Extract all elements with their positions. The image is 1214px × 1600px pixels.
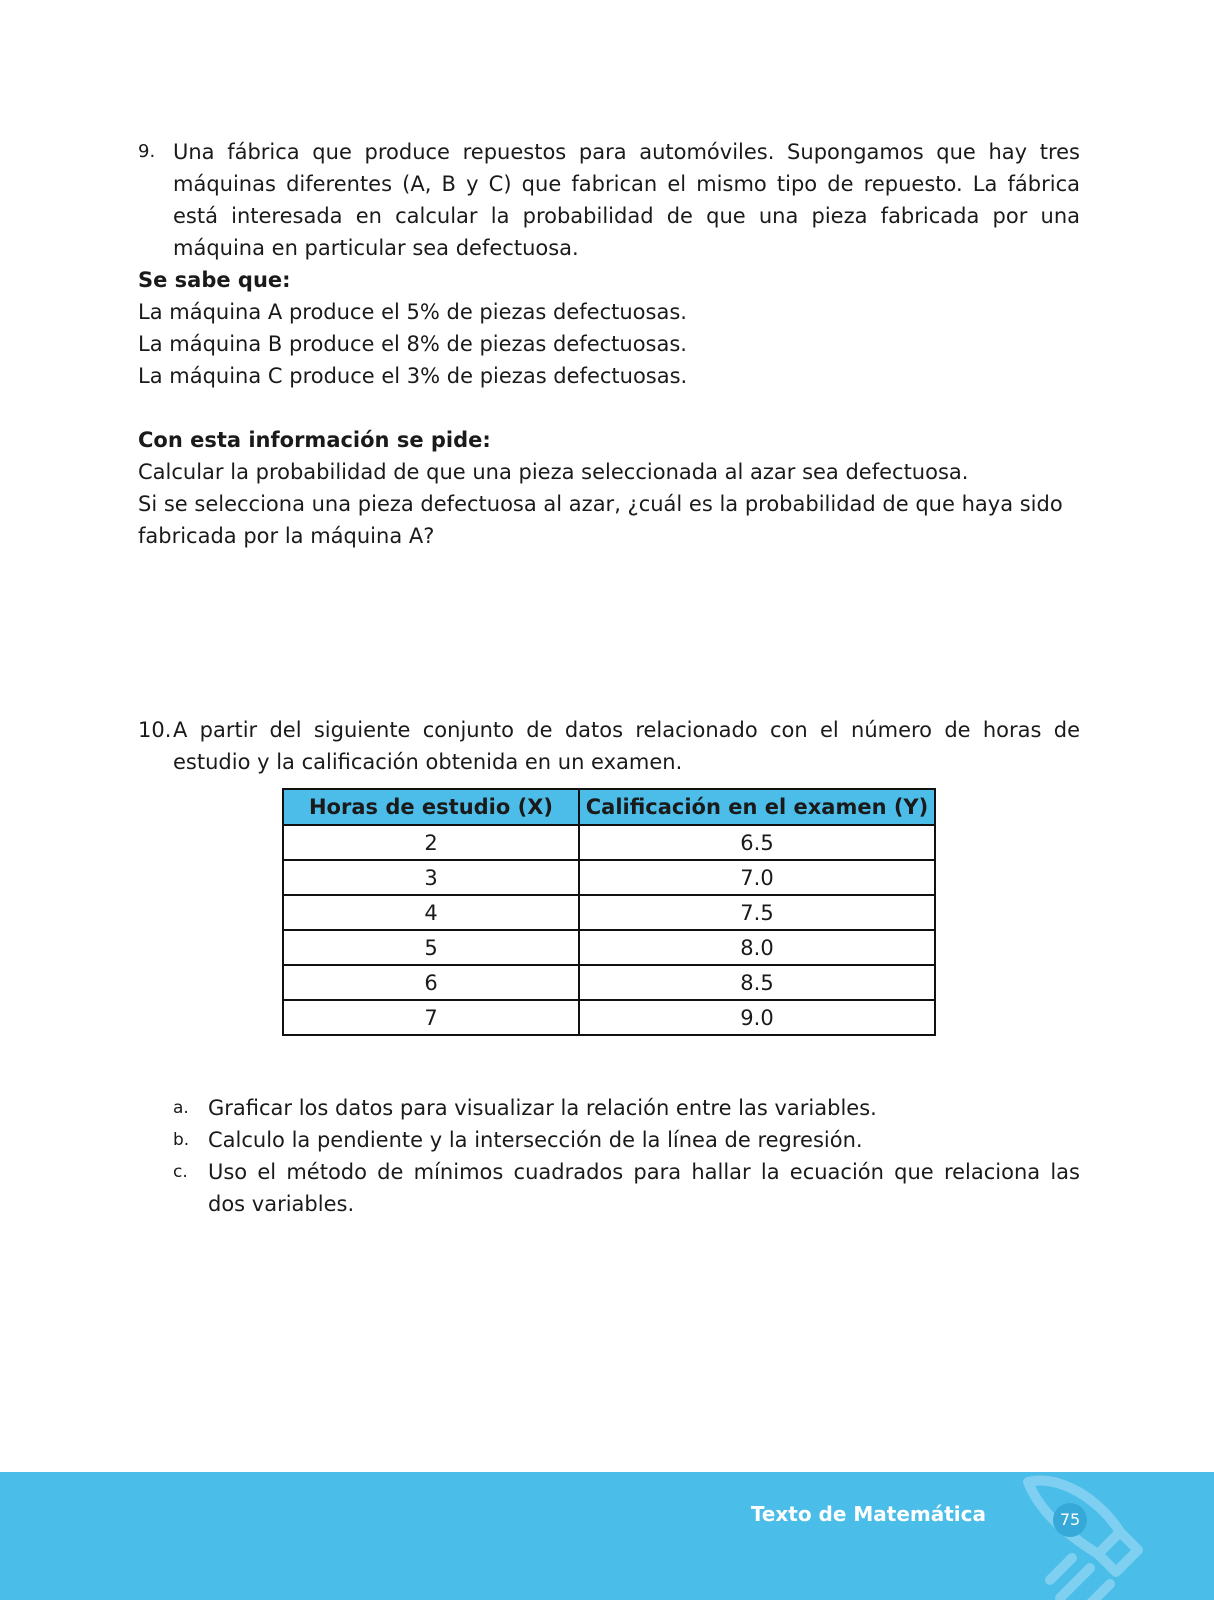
column-header-hours: Horas de estudio (X): [283, 789, 579, 825]
cell-hours: 7: [283, 1000, 579, 1035]
fact-machine-a: La máquina A produce el 5% de piezas defectuosas.: [138, 300, 687, 324]
task-text: Uso el método de mínimos cuadrados para hallar la ecuación que relaciona las dos variables.: [208, 1160, 1080, 1216]
cell-hours: 6: [283, 965, 579, 1000]
ask-1: Calcular la probabilidad de que una pieza seleccionada al azar sea defectuosa.: [138, 460, 969, 484]
task-label: c.: [173, 1162, 188, 1182]
table-row: [283, 1000, 935, 1035]
study-data-table: [282, 788, 936, 1036]
problem-10-intro: A partir del siguiente conjunto de datos relacionado con el número de horas de estudio y la calificación obtenida en un examen.: [173, 718, 1080, 774]
table-header-row: [283, 789, 935, 825]
footer-title: Texto de Matemática: [750, 1502, 986, 1526]
ask-2: Si se selecciona una pieza defectuosa al azar, ¿cuál es la probabilidad de que haya sido fabricada por la máquina A?: [138, 492, 1063, 548]
fact-machine-b: La máquina B produce el 8% de piezas defectuosas.: [138, 332, 687, 356]
cell-grade: 7.5: [579, 895, 935, 930]
task-label: a.: [173, 1098, 189, 1118]
problem-9-number: 9.: [138, 141, 156, 162]
problem-9: [138, 136, 1080, 552]
table-row: [283, 965, 935, 1000]
cell-grade: 7.0: [579, 860, 935, 895]
cell-hours: 4: [283, 895, 579, 930]
fact-machine-c: La máquina C produce el 3% de piezas defectuosas.: [138, 364, 688, 388]
problem-9-intro: Una fábrica que produce repuestos para automóviles. Supongamos que hay tres máquinas diferentes (A, B y C) que fabrican el mismo tipo de repuesto. La fábrica está interesada en calcular la probabilidad de que una pieza fabricada por una máquina en particular sea defectuosa.: [173, 140, 1080, 260]
task-label: b.: [173, 1130, 190, 1150]
cell-grade: 9.0: [579, 1000, 935, 1035]
problem-10: [138, 714, 1080, 778]
task-text: Calculo la pendiente y la intersección de la línea de regresión.: [208, 1128, 863, 1152]
cell-hours: 5: [283, 930, 579, 965]
table-row: [283, 825, 935, 860]
problem-9-known-heading: Se sabe que:: [138, 268, 291, 292]
page-number: 75: [1053, 1503, 1087, 1537]
task-text: Graficar los datos para visualizar la relación entre las variables.: [208, 1096, 877, 1120]
rocket-icon: [1020, 1472, 1200, 1600]
cell-hours: 2: [283, 825, 579, 860]
table-row: [283, 930, 935, 965]
problem-10-tasks: [173, 1092, 1080, 1220]
page-footer: [0, 1472, 1214, 1600]
table-row: [283, 895, 935, 930]
column-header-grade: Calificación en el examen (Y): [579, 789, 935, 825]
cell-grade: 8.5: [579, 965, 935, 1000]
cell-grade: 6.5: [579, 825, 935, 860]
cell-grade: 8.0: [579, 930, 935, 965]
problem-9-ask-heading: Con esta información se pide:: [138, 428, 491, 452]
task-c: [173, 1156, 1080, 1220]
cell-hours: 3: [283, 860, 579, 895]
problem-10-number: 10.: [138, 718, 172, 742]
task-a: [173, 1092, 1080, 1124]
task-b: [173, 1124, 1080, 1156]
table-row: [283, 860, 935, 895]
